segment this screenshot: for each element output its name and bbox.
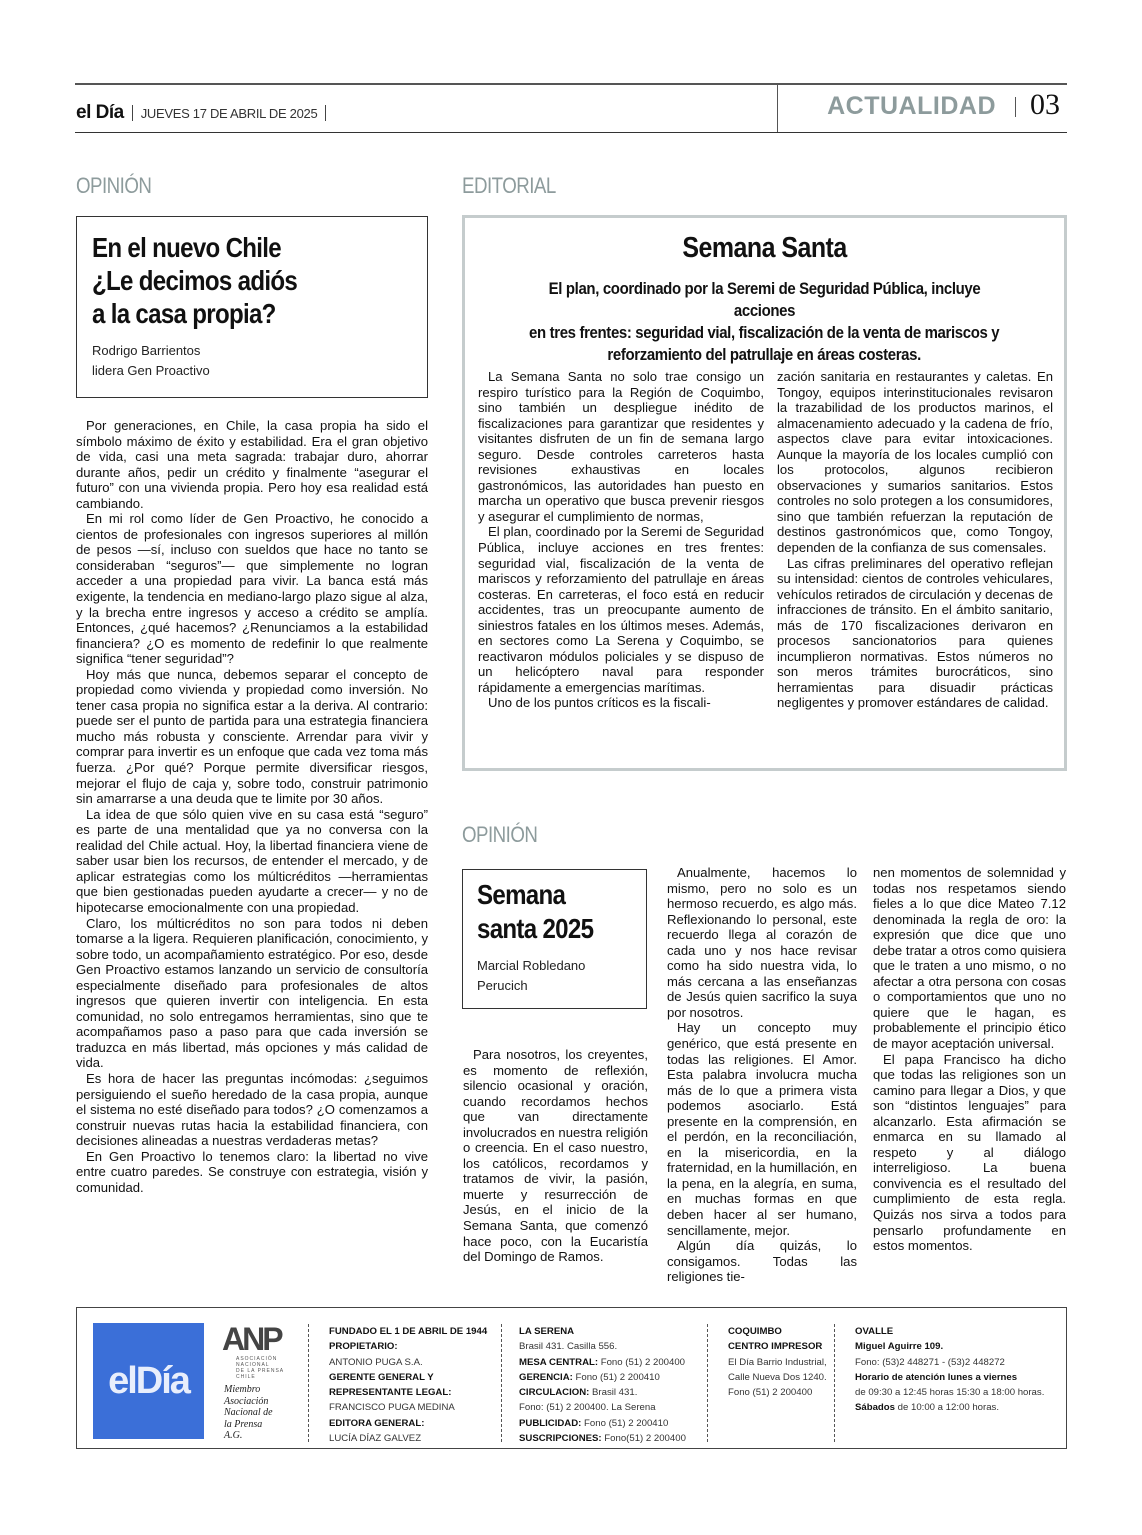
header-divider — [777, 84, 778, 133]
headline-line: santa 2025 — [477, 913, 594, 944]
anp-logo — [222, 1321, 292, 1380]
headline-line: ¿Le decimos adiós — [92, 265, 298, 296]
opinion-body — [76, 418, 428, 1195]
anp-member-text: Miembro Asociación Nacional de la Prensa A.G. — [224, 1384, 273, 1441]
paragraph: nen momentos de solemnidad y todas nos respetamos siendo fieles a lo que dice Mateo 7.12 denominada la regla de oro: la expresión que dice que uno debe tratar a otros como quisiera que le traten a uno mismo, o no afectar a otra persona con cosas o comportamientos que uno no quiere que le hagan, es probablemente el principio ético de mayor aceptación universal. — [873, 865, 1066, 1052]
paragraph: Por generaciones, en Chile, la casa propia ha sido el símbolo máximo de éxito y estabilidad. Era el gran objetivo de vida, casi una meta sagrada: trabajar duro, ahorrar durante años, pedir un crédito y finalmente “asegurar el futuro” con una vivienda propia. Pero hoy esa realidad está cambiando. — [76, 418, 428, 511]
anp-caption: ASOCIACIÓN NACIONAL DE LA PRENSA CHILE — [236, 1356, 285, 1380]
paragraph: Claro, los múlticréditos no son para todos ni deben tomarse a la ligera. Requieren planificación, conocimiento, y sobre todo, un acompañamiento estratégico. Por eso, desde Gen Proactivo estamos lanzando un servicio de consultoría especialmente diseñado para profesionales de altos ingresos que quieren invertir con inteligencia. En esta comunidad, no solo entregamos herramientas, sino que te acompañamos paso a paso para que cada inversión se traduzca en más libertad, más opciones y más calidad de vida. — [76, 915, 428, 1071]
coquimbo-column: COQUIMBO CENTRO IMPRESOR El Día Barrio Industrial, Calle Nueva Dos 1240. Fono (51) 2 200400 — [728, 1326, 827, 1399]
divider — [325, 105, 326, 121]
paragraph: La idea de que sólo quien vive en su casa está “seguro” es parte de una mentalidad que ya no conversa con la realidad del Chile actual. Hoy, la libertad financiera viene de saber usar bien los recursos, de entender el mercado, y de aplicar estrategias como los múlticréditos —herramientas que bien gestionadas pueden ayudarte a crecer— y no de hipotecarse emocionalmente con una propiedad. — [76, 806, 428, 915]
divider — [834, 1324, 835, 1442]
masthead — [76, 100, 326, 126]
anp-mark-icon: ANP — [222, 1321, 281, 1357]
paragraph: Algún día quizás, lo consigamos. Todas las religiones tie- — [667, 1238, 857, 1285]
editorial-column-2 — [777, 369, 1053, 711]
issue-date: JUEVES 17 DE ABRIL DE 2025 — [140, 105, 318, 121]
staff-column: FUNDADO EL 1 DE ABRIL DE 1944 PROPIETARIO: ANTONIO PUGA S.A. GERENTE GENERAL Y REPRESENTANTE LEGAL: FRANCISCO PUGA MEDINA EDITORA GENERAL: LUCÍA DÍAZ GALVEZ — [329, 1326, 488, 1445]
header-bottom-rule — [75, 132, 1067, 133]
divider — [501, 1324, 502, 1442]
editorial-column-1 — [478, 369, 764, 711]
ovalle-column: OVALLE Miguel Aguirre 109. Fono: (53)2 448271 - (53)2 448272 Horario de atención lunes a viernes de 09:30 a 12:45 horas 15:30 a 18:00 horas. Sábados de 10:00 a 12:00 horas. — [855, 1326, 1045, 1414]
author-name: Perucich — [477, 978, 528, 993]
headline-line: Semana — [477, 879, 566, 910]
paragraph: Anualmente, hacemos lo mismo, pero no solo es un hermoso recuerdo, es algo más. Reflexionando lo personal, este recuerdo llega al corazón de cada uno y nos hace revisar como ha sido nuestra vida, lo más cercana a las enseñanzas de Jesús quien sacrifico la suya por nosotros. — [667, 865, 857, 1020]
paragraph: zación sanitaria en restaurantes y caletas. En Tongoy, equipos interinstitucionales revisaron la trazabilidad de los productos marinos, el almacenamiento adecuado y la cadena de frío, aspectos clave para evitar intoxicaciones. Aunque la mayoría de los locales cumplió con los protocolos, algunos recibieron observaciones y sumarios sanitarios. Estos controles no solo protegen a los consumidores, sino que también refuerzan la reputación de destinos gastronómicos que, como Tongoy, dependen de la confianza de sus comensales. — [777, 369, 1053, 556]
divider — [308, 1324, 309, 1442]
page-number: 03 — [1030, 88, 1060, 121]
author-name: Rodrigo Barrientos — [92, 343, 201, 358]
headline-line: a la casa propia? — [92, 298, 276, 329]
opinion2-column-2 — [667, 865, 857, 1285]
divider — [1015, 97, 1016, 117]
la-serena-column: LA SERENA Brasil 431. Casilla 556. MESA CENTRAL: Fono (51) 2 200400 GERENCIA: Fono (51) 2 200410 CIRCULACION: Brasil 431. Fono: (51) 2 200400. La Serena PUBLICIDAD: Fono (51) 2 200410 SUSCRIPCIONES: Fono(51) 2 200400 — [519, 1326, 686, 1445]
opinion-headline-box — [76, 216, 428, 398]
paragraph: El plan, coordinado por la Seremi de Seguridad Pública, incluye acciones en tres frentes: seguridad vial, fiscalización de la venta de mariscos y reforzamiento del patrullaje en áreas costeras. En carreteras, el foco está en reducir accidentes, tras un preocupante aumento de siniestros fatales en los últimos meses. Además, en sectores como La Serena y Coquimbo, se reactivaron módulos policiales y se dispuso de un helicóptero naval para responder rápidamente a emergencias marítimas. — [478, 524, 764, 695]
masthead-logo: el Día — [76, 102, 124, 123]
editorial-title: Semana Santa — [682, 232, 847, 264]
editorial-box — [462, 215, 1067, 771]
paragraph: Hoy más que nunca, debemos separar el concepto de propiedad como vivienda y propiedad como inversión. No tener casa propia no significa estar a la deriva. Al contrario: puede ser el punto de partida para una estrategia financiera mucho más robusta y consciente. Arrendar para vivir y comprar para invertir es un enfoque que cada vez toma más fuerza. ¿Por qué? Porque permite diversificar riesgos, mejorar el flujo de caja y, sobre todo, construir patrimonio sin amarrarse a una deuda que te limite por 30 años. — [76, 666, 428, 807]
paragraph: En mi rol como líder de Gen Proactivo, he conocido a cientos de profesionales con ingresos superiores al millón de pesos —sí, incluso con sueldos que hace no tanto se consideraban “seguros”— que simplemente no logran acceder a una propiedad para vivir. La banca está más exigente, la tendencia en mediano-largo plazo sigue al alza, y la brecha entre ingresos y acceso a crédito se amplía. Entonces, ¿qué hacemos? ¿Renunciamos a la estabilidad financiera? ¿O es momento de redefinir lo que realmente significa “tener seguridad”? — [76, 511, 428, 667]
paragraph: Uno de los puntos críticos es la fiscali- — [488, 695, 711, 711]
paragraph: El papa Francisco ha dicho que todas las religiones son un camino para llegar a Dios, y que son “distintos lenguajes” para alcanzarlo. Esta afirmación se enmarca en su llamado al respeto y al diálogo interreligioso. La buena convivencia es el resultado del cumplimiento de esta regla. Quizás nos sirva a todos para pensarlo profundamente en estos momentos. — [873, 1051, 1066, 1254]
opinion-kicker: OPINIÓN — [462, 822, 538, 847]
footer-staff-box — [76, 1307, 1067, 1449]
editorial-deck: El plan, coordinado por la Seremi de Seguridad Pública, incluye acciones en tres frentes: seguridad vial, fiscalización de la venta de mariscos y reforzamiento del patrullaje en áreas costeras. — [529, 279, 1000, 364]
divider — [707, 1324, 708, 1442]
section-title: ACTUALIDAD — [827, 92, 996, 120]
editorial-kicker: EDITORIAL — [462, 173, 556, 198]
headline-line: En el nuevo Chile — [92, 232, 282, 263]
opinion-headline-box — [462, 869, 647, 1009]
opinion-kicker: OPINIÓN — [76, 173, 152, 198]
divider — [132, 105, 133, 121]
paragraph: La Semana Santa no solo trae consigo un respiro turístico para la Región de Coquimbo, sino también un despliegue inédito de fiscalizaciones para garantizar que residentes y visitantes disfruten de un fin de semana largo seguro. Desde controles carreteros hasta revisiones exhaustivas en locales gastronómicos, las autoridades han puesto en marcha un operativo que busca prevenir riesgos y asegurar el cumplimiento de normas, — [478, 369, 764, 524]
opinion2-column-1 — [463, 1047, 648, 1265]
author-name: Marcial Robledano — [477, 958, 586, 973]
eldia-logo: elDía — [93, 1323, 204, 1439]
header-top-rule — [75, 83, 1067, 85]
paragraph: Hay un concepto muy genérico, que está presente en todas las religiones. El Amor. Esta palabra involucra mucha más de lo que a primera vista podemos asociarlo. Está presente en la comprensión, en el perdón, en la reconciliación, en la misericordia, en la fraternidad, en la humillación, en la pena, en la alegría, en suma, en muchas formas en que deben hacer al ser humano, sencillamente, mejor. — [667, 1020, 857, 1238]
paragraph: Las cifras preliminares del operativo reflejan su intensidad: cientos de controles vehiculares, vehículos retirados de circulación y decenas de infracciones de tránsito. En el ámbito sanitario, más de 170 fiscalizaciones derivaron en procesos sancionatorios para quienes incumplieron normativas. Estos números no son meros trámites burocráticos, sino herramientas para disuadir prácticas negligentes y promover estándares de calidad. — [777, 555, 1053, 711]
paragraph: Para nosotros, los creyentes, es momento de reflexión, silencio ocasional y oración, cuando recordamos hechos que van directamente involucrados en nuestra religión o creencia. En el caso nuestro, los católicos, recordamos y tratamos de vivir, la pasión, muerte y resurrección de Jesús, en el inicio de la Semana Santa, que comenzó hace poco, con la Eucaristía del Domingo de Ramos. — [463, 1047, 648, 1265]
opinion2-column-3 — [873, 865, 1066, 1254]
paragraph: En Gen Proactivo lo tenemos claro: la libertad no vive entre cuatro paredes. Se construye con estrategia, visión y comunidad. — [76, 1148, 428, 1195]
author-role: lidera Gen Proactivo — [92, 363, 210, 378]
paragraph: Es hora de hacer las preguntas incómodas: ¿seguimos persiguiendo el sueño heredado de la casa propia, aunque el sistema no esté diseñado para todos? ¿O comenzamos a construir nuevas rutas hacia la estabilidad financiera, con decisiones alineadas a nuestras verdaderas metas? — [76, 1070, 428, 1149]
